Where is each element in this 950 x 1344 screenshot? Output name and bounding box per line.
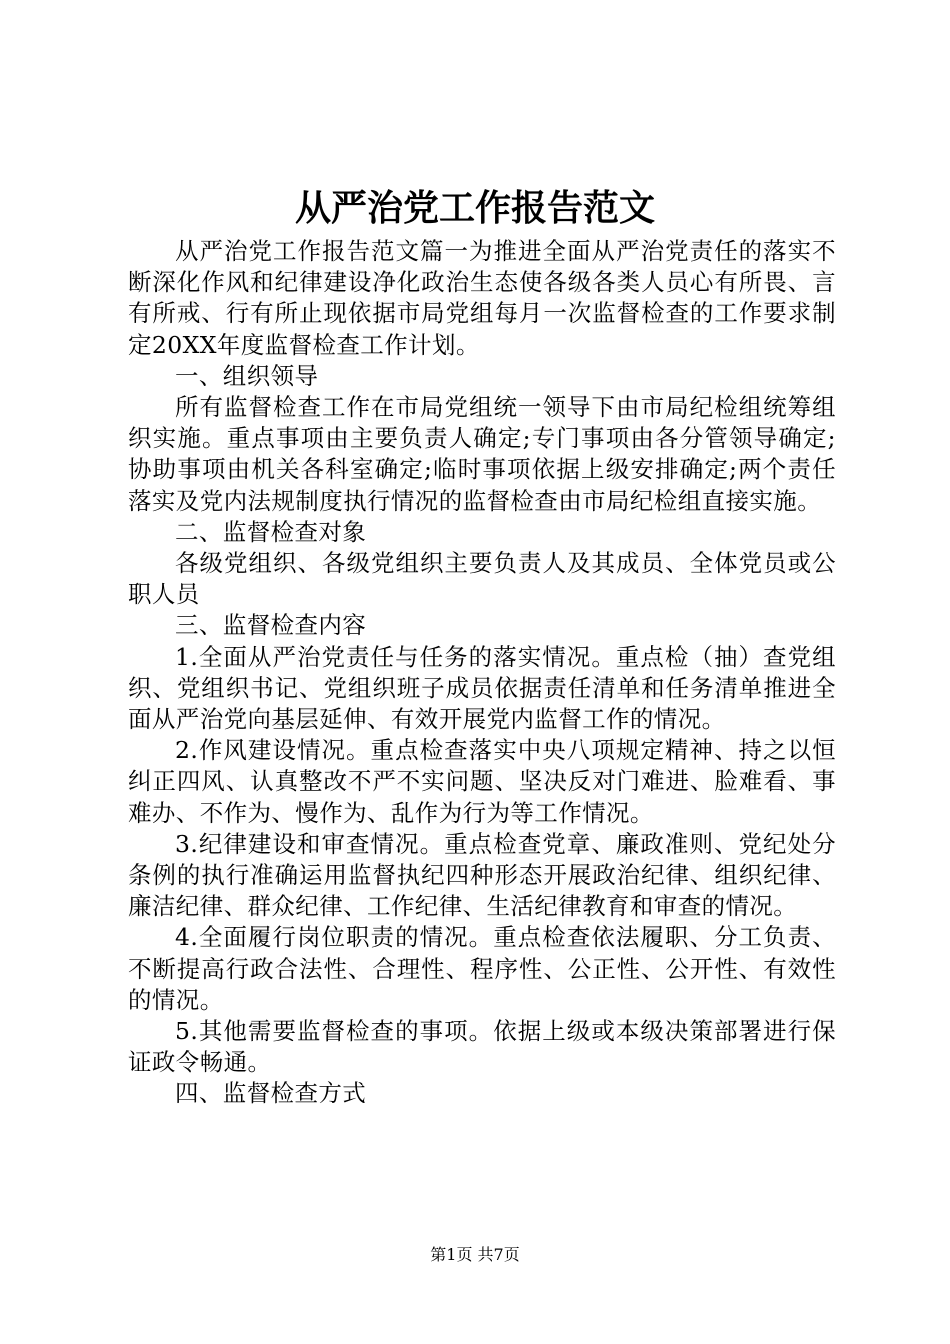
document-title: 从严治党工作报告范文 bbox=[294, 187, 655, 229]
section-heading-2: 二、监督检查对象 bbox=[175, 517, 367, 546]
list-item-5: 5.其他需要监督检查的事项。依据上级或本级决策部署进行保证政令畅通。 bbox=[128, 1017, 836, 1077]
intro-paragraph: 从严治党工作报告范文篇一为推进全面从严治党责任的落实不断深化作风和纪律建设净化政治生态使各级各类人员心有所畏、言有所戒、行有所止现依据市局党组每月一次监督检查的工作要求制定20XX年度监督检查工作计划。 bbox=[128, 237, 836, 359]
list-item-1: 1.全面从严治党责任与任务的落实情况。重点检（抽）查党组织、党组织书记、党组织班子成员依据责任清单和任务清单推进全面从严治党向基层延伸、有效开展党内监督工作的情况。 bbox=[128, 642, 836, 734]
list-item-2: 2.作风建设情况。重点检查落实中央八项规定精神、持之以恒纠正四风、认真整改不严不实问题、坚决反对门难进、脸难看、事难办、不作为、慢作为、乱作为行为等工作情况。 bbox=[128, 736, 836, 827]
body-paragraph: 所有监督检查工作在市局党组统一领导下由市局纪检组统筹组织实施。重点事项由主要负责人确定;专门事项由各分管领导确定;协助事项由机关各科室确定;临时事项依据上级安排确定;两个责任落实及党内法规制度执行情况的监督检查由市局纪检组直接实施。 bbox=[128, 393, 836, 515]
document-body bbox=[128, 236, 836, 1110]
list-item-4: 4.全面履行岗位职责的情况。重点检查依法履职、分工负责、不断提高行政合法性、合理性、程序性、公正性、公开性、有效性的情况。 bbox=[128, 923, 836, 1014]
section-heading-4: 四、监督检查方式 bbox=[175, 1079, 367, 1108]
body-paragraph: 各级党组织、各级党组织主要负责人及其成员、全体党员或公职人员 bbox=[128, 549, 836, 609]
section-heading-1: 一、组织领导 bbox=[175, 361, 319, 390]
list-item-3: 3.纪律建设和审查情况。重点检查党章、廉政准则、党纪处分条例的执行准确运用监督执纪四种形态开展政治纪律、组织纪律、廉洁纪律、群众纪律、工作纪律、生活纪律教育和审查的情况。 bbox=[128, 829, 836, 921]
page-number-footer: 第1页 共7页 bbox=[430, 1245, 520, 1264]
section-heading-3: 三、监督检查内容 bbox=[175, 611, 367, 640]
